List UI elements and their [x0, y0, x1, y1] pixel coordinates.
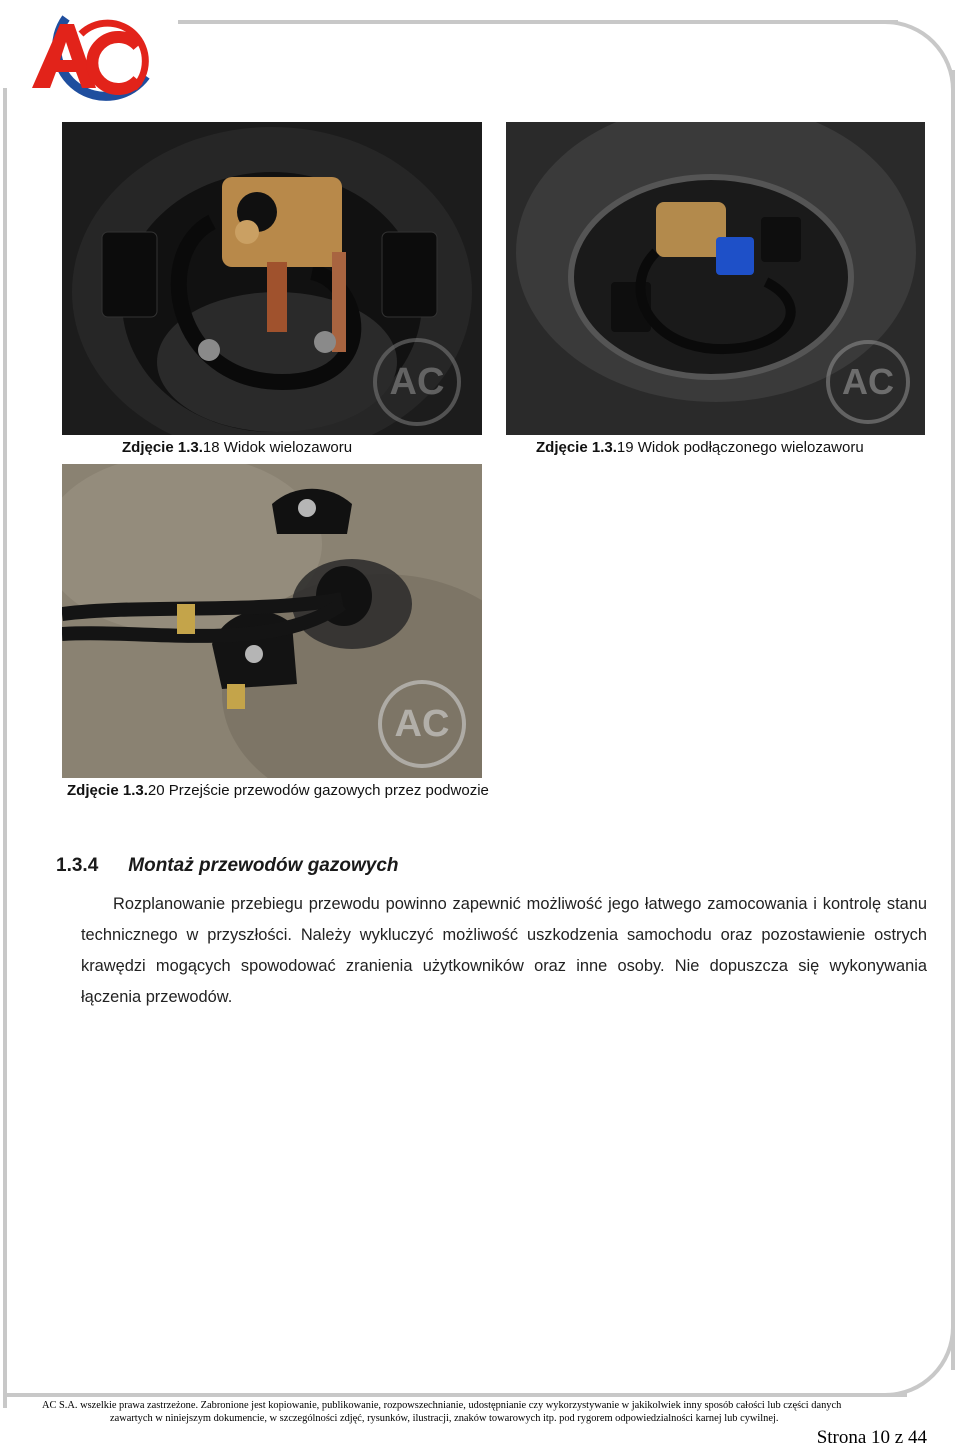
caption-number: 20	[147, 782, 165, 799]
copyright-line-2: zawartych w niniejszym dokumencie, w szczególności zdjęć, rysunków, ilustracji, znaków towarowych itp. pod rygorem odpowiedzialności karnej lub cywilnej.	[110, 1413, 779, 1424]
photo-caption	[536, 439, 864, 457]
photo-multivalve-view	[62, 122, 482, 435]
caption-text: Widok podłączonego wielozaworu	[633, 439, 864, 456]
caption-number: 18	[202, 439, 220, 456]
photo-gas-lines-through-floor	[62, 464, 482, 778]
section-title: Montaż przewodów gazowych	[128, 855, 399, 876]
page-number: Strona 10 z 44	[816, 1427, 927, 1448]
copyright-footer	[42, 1399, 922, 1425]
section-number: 1.3.4	[56, 855, 99, 876]
caption-label: Zdjęcie 1.3.	[67, 782, 148, 799]
ac-logo-icon	[26, 6, 158, 118]
page-frame-top	[178, 20, 898, 24]
page-frame-bottom	[7, 1393, 907, 1397]
section-body	[81, 889, 927, 1013]
caption-text: Przejście przewodów gazowych przez podwozie	[164, 782, 489, 799]
copyright-line-1: AC S.A. wszelkie prawa zastrzeżone. Zabronione jest kopiowanie, publikowanie, rozpowszechnianie, udostępnianie czy wykorzystywanie w jakikolwiek inny sposób całości lub części danych	[42, 1400, 842, 1411]
body-paragraph: Rozplanowanie przebiegu przewodu powinno zapewnić możliwość jego łatwego zamocowania i kontrolę stanu technicznego w przyszłości. Należy wykluczyć możliwość uszkodzenia samochodu oraz pozostawienie ostrych krawędzi mogących spowodować zranienia użytkowników oraz inne osoby. Nie dopuszcza się wykonywania łączenia przewodów.	[81, 895, 927, 1006]
photo-caption	[122, 439, 352, 457]
section-heading	[56, 855, 399, 877]
watermark-logo: AC	[389, 361, 445, 403]
page-frame-corner-top-right	[880, 20, 955, 95]
page-frame-left	[3, 88, 7, 1408]
page-frame-corner-bottom-right	[880, 1322, 955, 1397]
caption-label: Zdjęcie 1.3.	[122, 439, 203, 456]
page-frame-right	[951, 70, 955, 1370]
company-logo	[26, 6, 158, 118]
caption-text: Widok wielozaworu	[219, 439, 353, 456]
photo-caption	[67, 782, 489, 800]
watermark-logo: AC	[394, 703, 450, 745]
caption-number: 19	[616, 439, 634, 456]
caption-label: Zdjęcie 1.3.	[536, 439, 617, 456]
watermark-logo: AC	[842, 361, 894, 402]
photo-connected-multivalve	[506, 122, 925, 435]
